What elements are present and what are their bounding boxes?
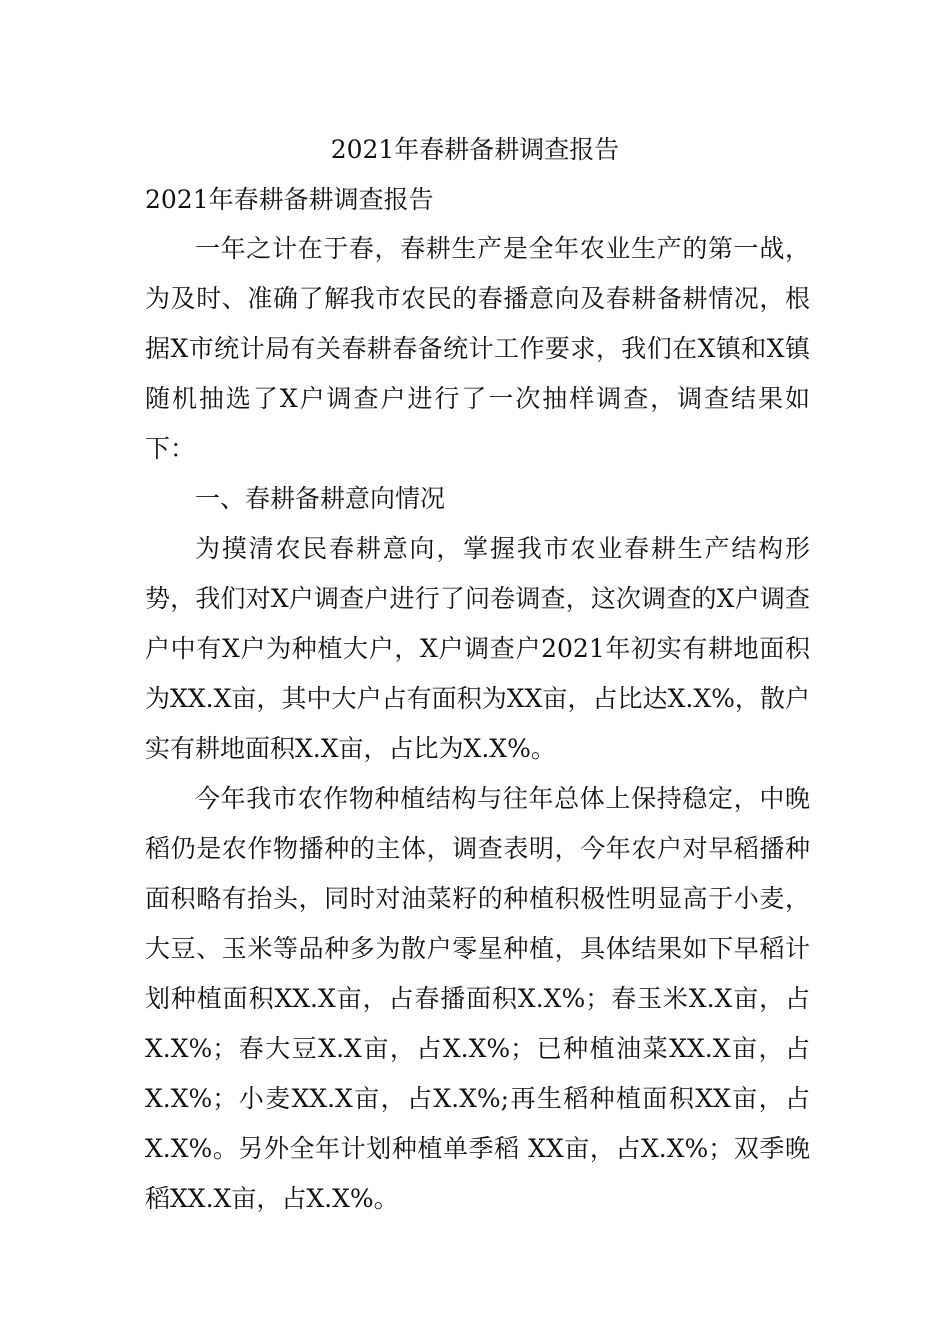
body-paragraph-2: 今年我市农作物种植结构与往年总体上保持稳定，中晚稻仍是农作物播种的主体，调查表明，今年农户对早稻播种面积略有抬头，同时对油菜籽的种植积极性明显高于小麦，大豆、玉米等品种多为散户零星种植，具体结果如下早稻计划种植面积XX.X亩，占春播面积X.X%；春玉米X.X亩，占X.X%；春大豆X.X亩，占X.X%；已种植油菜XX.X亩，占X.X%；小麦XX.X亩，占X.X%;再生稻种植面积XX亩，占X.X%。另外全年计划种植单季稻 XX亩，占X.X%；双季晚稻XX.X亩，占X.X%。 xyxy=(145,784,810,1213)
section-heading: 一、春耕备耕意向情况 xyxy=(195,484,446,513)
intro-paragraph: 一年之计在于春，春耕生产是全年农业生产的第一战，为及时、准确了解我市农民的春播意向及春耕备耕情况，根据X市统计局有关春耕春备统计工作要求，我们在X镇和X镇随机抽选了X户调查户进行了一次抽样调查，调查结果如下： xyxy=(145,234,810,463)
body-paragraph-1: 为摸清农民春耕意向，掌握我市农业春耕生产结构形势，我们对X户调查户进行了问卷调查，这次调查的X户调查户中有X户为种植大户，X户调查户2021年初实有耕地面积为XX.X亩，其中大户占有面积为XX亩，占比达X.X%，散户实有耕地面积X.X亩，占比为X.X%。 xyxy=(145,534,810,763)
document-title: 2021年春耕备耕调查报告 xyxy=(330,135,620,164)
document-subtitle: 2021年春耕备耕调查报告 xyxy=(145,185,434,214)
